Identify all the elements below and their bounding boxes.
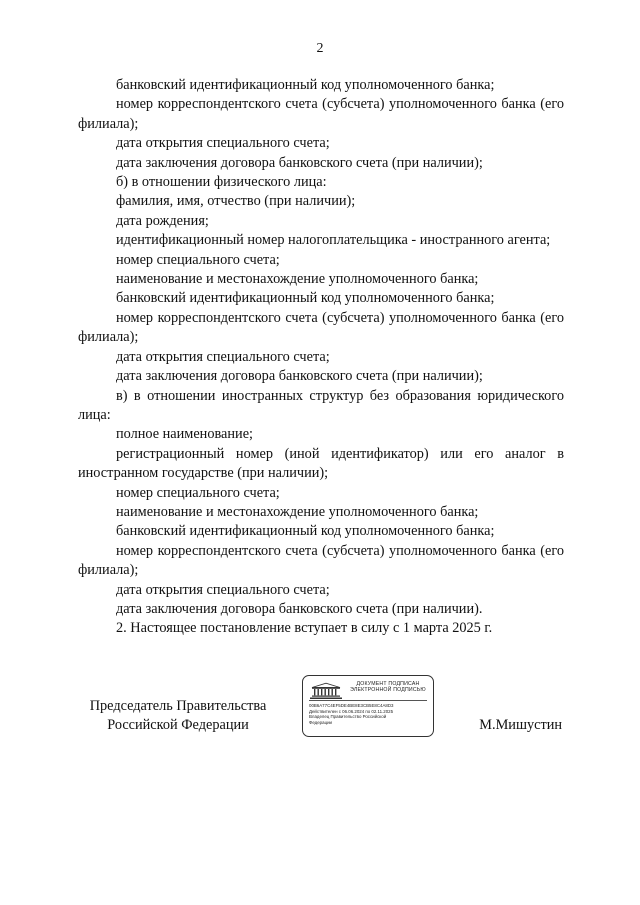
paragraph: фамилия, имя, отчество (при наличии); <box>116 193 356 210</box>
stamp-title-line2: ЭЛЕКТРОННОЙ ПОДПИСЬЮ <box>350 687 426 694</box>
paragraph: в) в отношении иностранных структур без образования юридического лица: <box>78 387 564 423</box>
paragraph: дата открытия специального счета; <box>116 581 330 598</box>
paragraph: номер специального счета; <box>116 484 280 501</box>
paragraph: дата открытия специального счета; <box>116 135 330 152</box>
paragraph: банковский идентификационный код уполномоченного банка; <box>116 77 495 93</box>
signature-position <box>78 697 278 736</box>
paragraph: наименование и местонахождение уполномоченного банка; <box>116 271 479 288</box>
paragraph: 2. Настоящее постановление вступает в силу с 1 марта 2025 г. <box>116 620 493 637</box>
paragraph: идентификационный номер налогоплательщика - иностранного агента; <box>116 232 551 249</box>
paragraph: дата заключения договора банковского счета (при наличии). <box>116 600 483 617</box>
paragraph: банковский идентификационный код уполномоченного банка; <box>116 290 495 307</box>
stamp-title-line1: ДОКУМЕНТ ПОДПИСАН <box>356 681 420 687</box>
signature-position-line1: Председатель Правительства <box>89 698 267 714</box>
paragraph: номер корреспондентского счета (субсчета) уполномоченного банка (его филиала); <box>78 96 564 132</box>
stamp-owner-line1: Владелец Правительство Российской <box>309 714 387 720</box>
electronic-signature-stamp <box>302 675 434 737</box>
paragraph: дата заключения договора банковского счета (при наличии); <box>116 368 483 385</box>
stamp-validity: Действителен с 06.06.2024 по 02.11.2025 <box>309 708 394 714</box>
paragraph: дата заключения договора банковского счета (при наличии); <box>116 154 483 171</box>
page-number: 2 <box>316 41 324 56</box>
stamp-certificate: 00B6A77C4EF5DE4BE8E3CB5E8C4A8D3 <box>309 703 394 708</box>
body-text <box>78 76 564 639</box>
paragraph: регистрационный номер (иной идентификатор) или его аналог в иностранном государстве (при наличии); <box>78 445 564 482</box>
stamp-details <box>309 703 431 725</box>
paragraph: дата открытия специального счета; <box>116 348 330 365</box>
paragraph: наименование и местонахождение уполномоченного банка; <box>116 503 479 520</box>
paragraph: банковский идентификационный код уполномоченного банка; <box>116 523 495 540</box>
paragraph: полное наименование; <box>116 426 254 443</box>
stamp-separator <box>309 700 427 701</box>
paragraph: номер корреспондентского счета (субсчета) уполномоченного банка (его филиала); <box>78 309 564 346</box>
stamp-owner-line2: Федерации <box>309 719 332 725</box>
signature-position-line2: Российской Федерации <box>107 717 249 734</box>
paragraph: номер специального счета; <box>116 251 280 268</box>
stamp-title <box>345 681 431 694</box>
paragraph: номер корреспондентского счета (субсчета) уполномоченного банка (его филиала); <box>78 542 564 579</box>
government-building-icon <box>309 682 343 700</box>
paragraph: б) в отношении физического лица: <box>116 174 327 191</box>
paragraph: дата рождения; <box>116 212 209 229</box>
signature-name: М.Мишустин <box>479 717 562 733</box>
